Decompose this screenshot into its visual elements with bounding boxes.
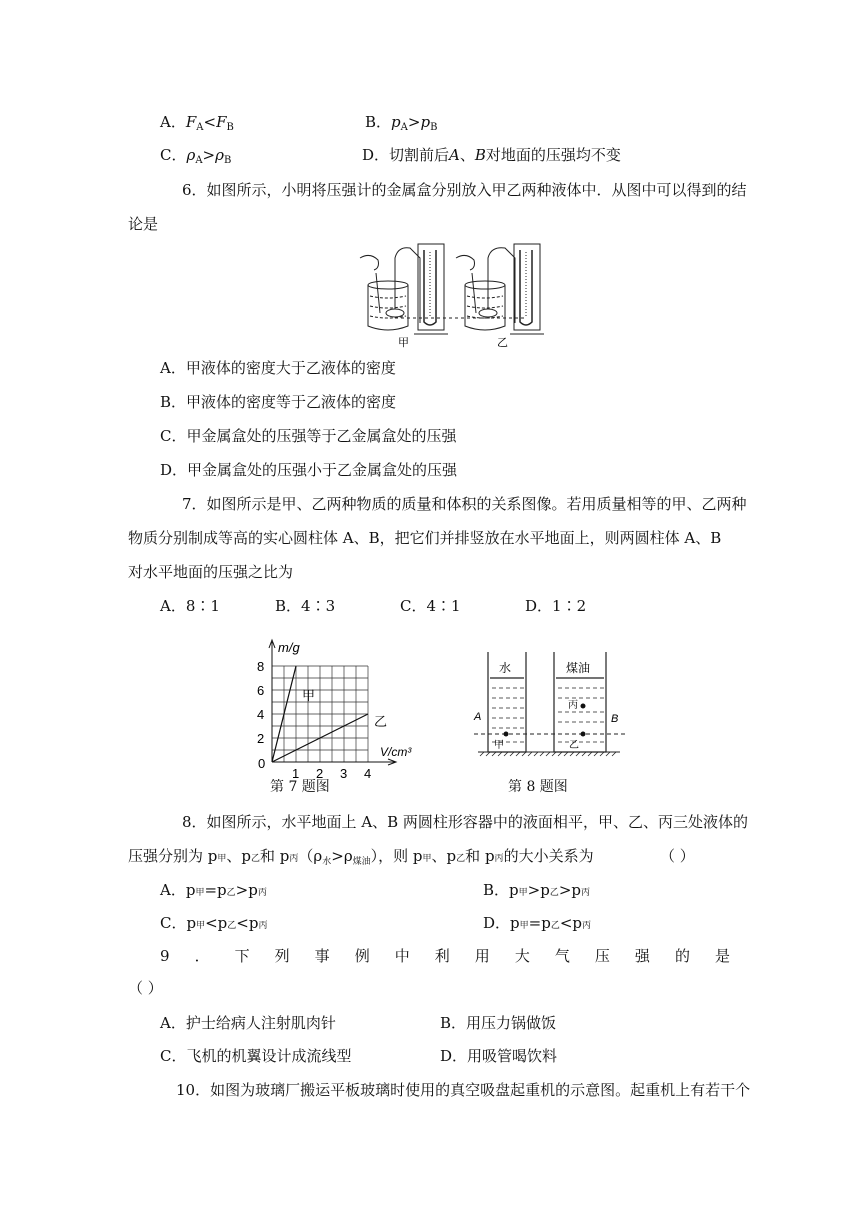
label-jia: 甲 [494, 740, 504, 751]
y-tick-label: 2 [257, 731, 265, 746]
x-tick-label: 3 [340, 766, 348, 778]
y-axis-label: m/g [278, 640, 300, 655]
q6-option-d: D．甲金属盒处的压强小于乙金属盒处的压强 [160, 461, 458, 479]
point-yi [581, 732, 586, 737]
q6-stem-line1: 6．如图所示，小明将压强计的金属盒分别放入甲乙两种液体中．从图中可以得到的结 [182, 181, 747, 199]
chart-tick-labels [257, 659, 371, 778]
label-jia: 甲 [398, 337, 409, 348]
point-jia [504, 732, 509, 737]
q5-option-d: D．切割前后A、B对地面的压强均不变 [362, 146, 621, 164]
x-tick-label: 1 [292, 766, 300, 778]
q9-option-d: D．用吸管喝饮料 [440, 1047, 558, 1065]
label-yi: 乙 [569, 740, 579, 751]
q9-answer-bracket: （ ） [128, 979, 163, 997]
q5-option-a: A．$F_A<F_B$ [160, 113, 234, 133]
q7-option-a: A．8∶1 [160, 597, 220, 615]
q7-stem-line3: 对水平地面的压强之比为 [128, 563, 294, 581]
q8-option-d: D．p甲=p乙<p丙 [483, 914, 592, 932]
q7-option-b: B．4∶3 [275, 597, 336, 615]
point-bing [581, 704, 586, 709]
series-label-jia: 甲 [302, 688, 316, 703]
q7-option-d: D．1∶2 [525, 597, 587, 615]
q8-option-a: A．p甲=p乙>p丙 [160, 881, 267, 899]
label-a: A [474, 711, 482, 723]
label-bing: 丙 [568, 700, 578, 711]
q6-option-a: A．甲液体的密度大于乙液体的密度 [160, 359, 396, 377]
series-label-yi: 乙 [374, 714, 388, 729]
beaker-left [360, 248, 420, 330]
label-water: 水 [499, 661, 512, 675]
label-yi: 乙 [497, 337, 508, 348]
x-axis-label: V/cm³ [380, 745, 412, 759]
origin-label: 0 [258, 756, 266, 771]
y-tick-label: 6 [257, 683, 265, 698]
label-oil: 煤油 [566, 661, 591, 675]
q10-stem-line1: 10．如图为玻璃厂搬运平板玻璃时使用的真空吸盘起重机的示意图。起重机上有若干个 [176, 1081, 751, 1099]
q6-option-b: B．甲液体的密度等于乙液体的密度 [160, 393, 397, 411]
fig7-caption: 第 7 题图 [270, 779, 330, 795]
q5-option-c: C．$\rho_A>\rho_B$ [160, 146, 232, 166]
q5-option-b: B．$p_A>p_B$ [365, 113, 438, 133]
y-tick-label: 8 [257, 659, 265, 674]
x-tick-label: 2 [316, 766, 324, 778]
fig8-containers-figure [470, 648, 630, 760]
label-b: B [611, 713, 619, 725]
fig8-caption: 第 8 题图 [508, 779, 568, 795]
q8-option-c: C．p甲<p乙<p丙 [160, 914, 268, 932]
q7-option-c: C．4∶1 [400, 597, 461, 615]
q9-option-a: A．护士给病人注射肌肉针 [160, 1014, 336, 1032]
q7-stem-line2: 物质分别制成等高的实心圆柱体 A、B，把它们并排竖放在水平地面上，则两圆柱体 A、B [128, 529, 722, 547]
fig7-mass-volume-chart [250, 628, 430, 778]
chart-axes [269, 640, 396, 765]
q8-stem-line2: 压强分别为 p甲、p乙和 p丙$(\rho_水>\rho_{煤油})$，则 p甲、p乙和 p丙的大小关系为 [128, 847, 594, 867]
q6-stem-line2: 论是 [128, 215, 159, 233]
x-tick-label: 4 [364, 766, 372, 778]
q6-option-c: C．甲金属盒处的压强等于乙金属盒处的压强 [160, 427, 457, 445]
q7-stem-line1: 7．如图所示是甲、乙两种物质的质量和体积的关系图像。若用质量相等的甲、乙两种 [182, 495, 747, 513]
chart-grid [272, 666, 368, 762]
q8-answer-bracket: （ ） [660, 847, 695, 865]
q9-option-c: C．飞机的机翼设计成流线型 [160, 1047, 352, 1065]
q9-stem-line1: 9 ． 下 列 事 例 中 利 用 大 气 压 强 的 是 [160, 947, 730, 965]
q8-option-b: B．p甲>p乙>p丙 [483, 881, 591, 899]
y-tick-label: 4 [257, 707, 265, 722]
q9-option-b: B．用压力锅做饭 [440, 1014, 557, 1032]
q6-pressure-gauge-figure [350, 238, 550, 348]
q8-stem-line1: 8．如图所示，水平地面上 A、B 两圆柱形容器中的液面相平，甲、乙、丙三处液体的 [182, 813, 748, 831]
